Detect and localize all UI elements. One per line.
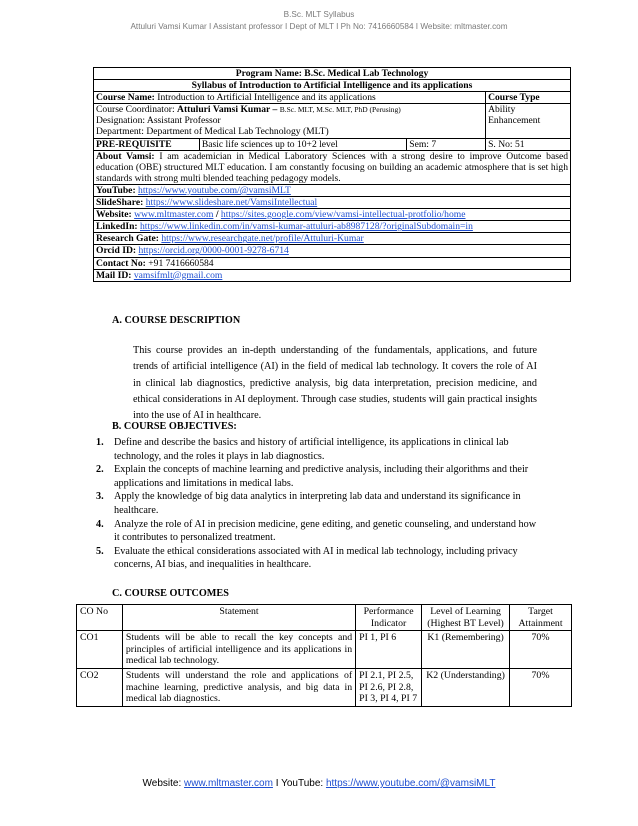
co-level: K1 (Remembering) xyxy=(422,631,510,669)
footer-separator: I YouTube: xyxy=(272,778,326,789)
co-target: 70% xyxy=(510,668,572,706)
objective-item: 5. Evaluate the ethical considerations associated with AI in medical lab technology, including privacy concerns, AI bias, and inequalities in healthcare. xyxy=(96,545,518,571)
website-link[interactable]: www.mltmaster.com xyxy=(134,209,214,221)
objective-item: 3. Apply the knowledge of big data analytics in interpreting lab data and understand its significance in healthcare. xyxy=(96,491,521,516)
designation: Designation: Assistant Professor xyxy=(96,115,221,127)
co-statement: Students will understand the role and applications of machine learning, predictive analysis, and big data in medical lab diagnostics. xyxy=(122,668,355,706)
table-row xyxy=(77,668,572,706)
about-label: About Vamsi: xyxy=(96,150,155,162)
program-name: Program Name: B.Sc. Medical Lab Technology xyxy=(94,68,571,80)
outcomes-header-row xyxy=(77,605,572,631)
prereq-label: PRE-REQUISITE xyxy=(94,138,200,150)
coordinator-name: Attuluri Vamsi Kumar – xyxy=(177,104,278,116)
header-statement: Statement xyxy=(122,605,355,631)
orcid-label: Orcid ID: xyxy=(96,245,137,257)
linkedin-link[interactable]: https://www.linkedin.com/in/vamsi-kumar-attuluri-ab8987128/?originalSubdomain=in xyxy=(140,221,473,233)
course-outcomes-heading: C. COURSE OUTCOMES xyxy=(112,588,229,599)
slideshare-row xyxy=(94,197,571,209)
coordinator-quals: B.Sc. MLT, M.Sc. MLT, PhD (Perusing) xyxy=(279,105,401,115)
co-target: 70% xyxy=(510,631,572,669)
objectives-list xyxy=(96,436,537,572)
portfolio-link[interactable]: https://sites.google.com/view/vamsi-intellectual-protfolio/home xyxy=(220,209,466,221)
coordinator-label: Course Coordinator: xyxy=(96,104,175,116)
researchgate-link[interactable]: https://www.researchgate.net/profile/Attuluri-Kumar xyxy=(161,233,364,245)
course-type-label: Course Type xyxy=(486,92,571,104)
objective-item: 2. Explain the concepts of machine learning and predictive analysis, including their algorithms and their applications and limitations in medical labs. xyxy=(96,464,529,489)
course-description-text: This course provides an in-depth understanding of the fundamentals, applications, and future trends of artificial intelligence (AI) in the field of medical lab technology. It covers the role of AI in clinical lab diagnostics, predictive analysis, big data interpretation, precision medicine, and ethical considerations in AI deployment. Through case studies, students will gain practical insights into the use of AI in healthcare. xyxy=(133,345,537,422)
contact-label: Contact No: xyxy=(96,257,146,269)
youtube-link[interactable]: https://www.youtube.com/@vamsiMLT xyxy=(138,184,291,196)
objective-item: 1. Define and describe the basics and history of artificial intelligence, its applications in clinical lab technology, and the roles it plays in lab diagnostics. xyxy=(96,437,509,462)
website-separator: / xyxy=(213,209,221,221)
program-row xyxy=(94,68,571,80)
about-row xyxy=(94,150,571,184)
header-co-no: CO No xyxy=(77,605,123,631)
table-row xyxy=(77,631,572,669)
prereq-row xyxy=(94,138,571,150)
website-row xyxy=(94,209,571,221)
page-header-subtitle: Attuluri Vamsi Kumar I Assistant professor I Dept of MLT I Ph No: 7416660584 I Website: mltmaster.com xyxy=(130,22,508,31)
about-cell xyxy=(94,150,571,184)
contact-row xyxy=(94,257,571,269)
course-name-label: Course Name: xyxy=(96,92,155,104)
linkedin-row xyxy=(94,221,571,233)
footer-youtube-link[interactable]: https://www.youtube.com/@vamsiMLT xyxy=(325,778,496,789)
syllabus-title: Syllabus of Introduction to Artificial Intelligence and its applications xyxy=(94,80,571,92)
youtube-row xyxy=(94,184,571,196)
researchgate-row xyxy=(94,233,571,245)
course-type-value: Ability Enhancement xyxy=(486,104,571,138)
co-performance-indicator: PI 1, PI 6 xyxy=(356,631,422,669)
page-footer xyxy=(0,778,638,789)
objective-item: 4. Analyze the role of AI in precision medicine, gene editing, and genetic counseling, and understand how it contributes to personalized treatment. xyxy=(96,518,537,544)
coordinator-cell xyxy=(94,104,486,138)
semester: Sem: 7 xyxy=(407,138,486,150)
footer-website-link[interactable]: www.mltmaster.com xyxy=(184,778,273,789)
course-name: Introduction to Artificial Intelligence and its applications xyxy=(157,92,376,104)
linkedin-label: LinkedIn: xyxy=(96,221,138,233)
co-level: K2 (Understanding) xyxy=(422,668,510,706)
co-performance-indicator: PI 2.1, PI 2.5, PI 2.6, PI 2.8, PI 3, PI 4, PI 7 xyxy=(356,668,422,706)
course-outcomes-table xyxy=(76,604,572,707)
mail-row xyxy=(94,269,571,281)
contact-number: +91 7416660584 xyxy=(148,257,214,269)
course-name-cell xyxy=(94,92,486,104)
course-name-row xyxy=(94,92,571,104)
about-text: I am academician in Medical Laboratory Sciences with a strong desire to improve Outcome based education (OBE) structured MLT education. I am constantly focusing on building an academic atmosphere that is set high standards with strong multi blended teaching pedagogy models. xyxy=(96,150,568,184)
header-level-of-learning: Level of Learning (Highest BT Level) xyxy=(422,605,510,631)
serial-number: S. No: 51 xyxy=(486,138,571,150)
footer-website-label: Website: xyxy=(142,778,185,789)
website-label: Website: xyxy=(96,209,132,221)
slideshare-label: SlideShare: xyxy=(96,197,144,209)
mail-link[interactable]: vamsifmlt@gmail.com xyxy=(133,269,223,281)
course-info-table xyxy=(93,67,571,282)
syllabus-row xyxy=(94,80,571,92)
header-target-attainment: Target Attainment xyxy=(510,605,572,631)
youtube-label: YouTube: xyxy=(96,184,136,196)
co-id: CO1 xyxy=(77,631,123,669)
header-performance-indicator: Performance Indicator xyxy=(356,605,422,631)
course-objectives-heading: B. COURSE OBJECTIVES: xyxy=(112,421,237,432)
orcid-row xyxy=(94,245,571,257)
department: Department: Department of Medical Lab Technology (MLT) xyxy=(96,126,329,138)
co-statement: Students will be able to recall the key concepts and principles of artificial intelligence and its applications in medical lab technology. xyxy=(122,631,355,669)
coordinator-row xyxy=(94,104,571,138)
prereq-value: Basic life sciences up to 10+2 level xyxy=(199,138,406,150)
page-header-title: B.Sc. MLT Syllabus xyxy=(283,10,355,19)
orcid-link[interactable]: https://orcid.org/0000-0001-9278-6714 xyxy=(138,245,289,257)
mail-label: Mail ID: xyxy=(96,269,132,281)
researchgate-label: Research Gate: xyxy=(96,233,159,245)
course-description-heading: A. COURSE DESCRIPTION xyxy=(112,315,241,326)
slideshare-link[interactable]: https://www.slideshare.net/VamsiIntellectual xyxy=(145,197,318,209)
co-id: CO2 xyxy=(77,668,123,706)
